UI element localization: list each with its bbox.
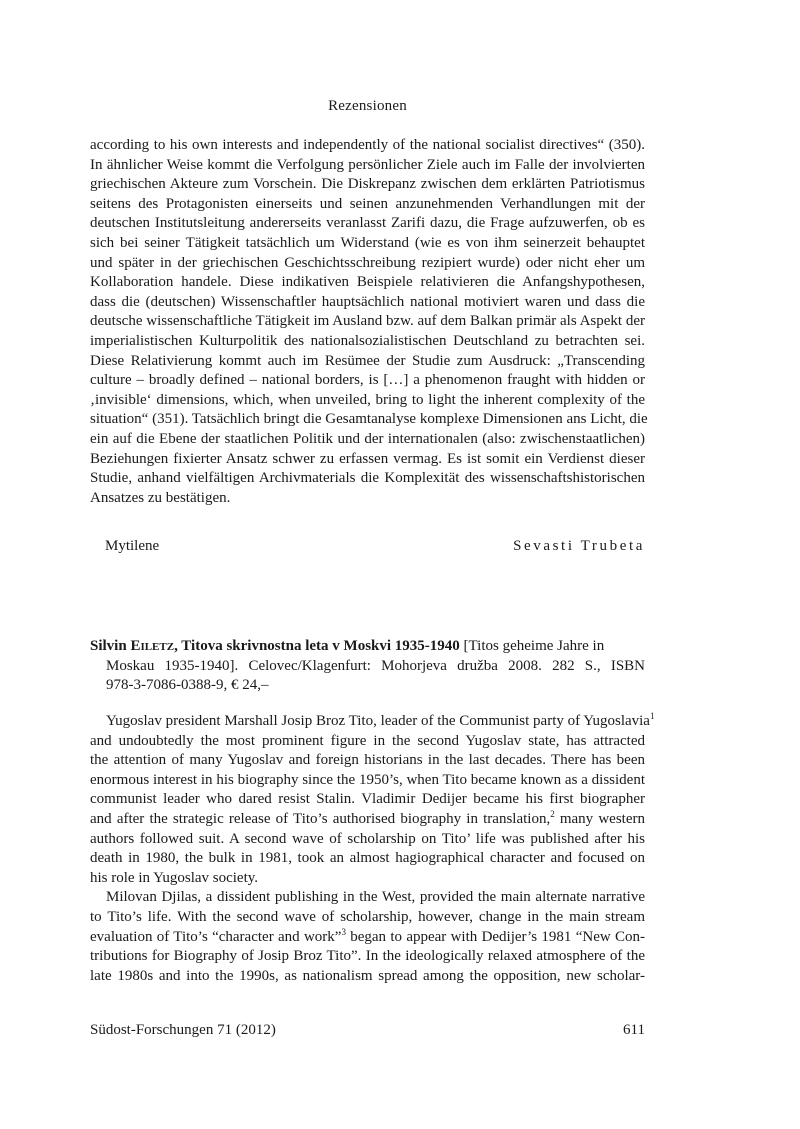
review-bibliographic-heading bbox=[90, 637, 645, 696]
page-number: 611 bbox=[623, 1022, 645, 1038]
book-title-translation: [Titos geheime Jahre in bbox=[459, 638, 605, 654]
text-line: the attention of many Yugoslav and foreign historians in the last decades. There has been bbox=[90, 752, 645, 769]
book-title: , Titova skrivnostna leta v Moskvi 1935-1940 bbox=[174, 638, 460, 654]
text-line: und später in der griechischen Geschichtsschreibung rezipiert wurde) oder nicht eher um bbox=[90, 254, 645, 271]
text-line: Milovan Djilas, a dissident publishing in the West, provided the main alternate narrative bbox=[106, 889, 645, 906]
review-body-text bbox=[90, 711, 655, 986]
text-line: enormous interest in his biography since the 1950’s, when Tito became known as a dissident bbox=[90, 771, 645, 788]
text-span: and after the strategic release of Tito’s authorised biography in translation, bbox=[90, 810, 551, 827]
text-span: evaluation of Tito’s “character and work” bbox=[90, 928, 342, 945]
text-line bbox=[90, 711, 655, 732]
heading-line-3: 978-3-7086-0388-9, € 24,– bbox=[106, 677, 269, 694]
footnote-ref: 1 bbox=[649, 711, 655, 721]
text-line: tributions for Biography of Josip Broz Tito”. In the ideologically relaxed atmosphere of the bbox=[90, 948, 645, 965]
text-line: his role in Yugoslav society. bbox=[90, 869, 259, 886]
running-head: Rezensionen bbox=[328, 98, 407, 114]
footnote-ref: 2 bbox=[550, 808, 555, 819]
text-line: Diese Relativierung kommt auch im Resümee der Studie zum Ausdruck: „Transcending bbox=[90, 352, 645, 369]
text-line: seitens des Protagonisten einerseits und seinen anzunehmenden Verhandlungen mit der bbox=[90, 195, 645, 212]
text-line: late 1980s and into the 1990s, as nationalism spread among the opposition, new scholar- bbox=[90, 967, 645, 984]
text-line: deutschen Institutsleitung andererseits veranlasst Zarifi dazu, die Frage aufzuwerfen, ob es bbox=[90, 215, 645, 232]
text-line: death in 1980, the bulk in 1981, took an almost hagiographical character and focused on bbox=[90, 850, 645, 867]
text-line bbox=[90, 928, 645, 948]
text-line: griechischen Akteure zum Vorschein. Die Diskrepanz zwischen dem erklärten Patriotismus bbox=[90, 176, 645, 193]
text-line: authors followed suit. A second wave of scholarship on Tito’ life was published after his bbox=[90, 830, 645, 847]
text-span: Yugoslav president Marshall Josip Broz Tito, leader of the Communist party of Yugoslavia bbox=[106, 713, 650, 729]
reviewer-name: Sevasti Trubeta bbox=[513, 538, 645, 554]
text-line: Studie, anhand vielfältigen Archivmaterials die Komplexität des wissenschaftshistorischen bbox=[90, 470, 645, 487]
heading-line-2: Moskau 1935-1940]. Celovec/Klagenfurt: Mohorjeva družba 2008. 282 S., ISBN bbox=[106, 657, 645, 674]
text-line: to Tito’s life. With the second wave of scholarship, however, change in the main stream bbox=[90, 908, 645, 925]
journal-page bbox=[90, 0, 655, 1129]
text-line: In ähnlicher Weise kommt die Verfolgung persönlicher Ziele auch im Falle der involvierten bbox=[90, 156, 645, 173]
text-line: communist leader who dared resist Stalin. Vladimir Dedijer became his first biographer bbox=[90, 791, 645, 808]
text-line: Ansatzes zu bestätigen. bbox=[90, 489, 231, 506]
previous-review-text bbox=[90, 136, 648, 508]
text-line: culture – broadly defined – national borders, is […] a phenomenon fraught with hidden or bbox=[90, 372, 645, 389]
footnote-ref: 3 bbox=[341, 926, 346, 937]
journal-citation: Südost-Forschungen 71 (2012) bbox=[90, 1022, 276, 1038]
text-line: Kollaboration handele. Diese indikativen Beispiele relativieren die Anfangshypothesen, bbox=[90, 274, 645, 291]
book-author-last: Eiletz bbox=[130, 638, 175, 654]
heading-line-1 bbox=[90, 637, 645, 657]
text-span: many western bbox=[554, 810, 645, 827]
text-line: situation“ (351). Tatsächlich bringt die Gesamtanalyse komplexe Dimensionen ans Licht, die bbox=[90, 411, 648, 428]
text-line: deutsche wissenschaftliche Tätigkeit im Ausland bzw. auf dem Balkan primär als Aspekt der bbox=[90, 313, 645, 330]
text-line bbox=[90, 810, 645, 830]
text-span: began to appear with Dedijer’s 1981 “New Con- bbox=[345, 928, 645, 945]
text-line: and undoubtedly the most prominent figure in the second Yugoslav state, has attracted bbox=[90, 732, 645, 749]
text-line: ein auf die Ebene der staatlichen Politik und der internationalen (also: zwischenstaatlichen) bbox=[90, 430, 645, 447]
text-line: sich bei seiner Tätigkeit tatsächlich um Widerstand (wie es von ihm seinerzeit behauptet bbox=[90, 234, 645, 251]
text-line: dass die (deutschen) Wissenschaftler hauptsächlich national motiviert waren und dass die bbox=[90, 293, 645, 310]
text-line: ‚invisible‘ dimensions, which, when unveiled, bring to light the inherent complexity of the bbox=[90, 391, 645, 408]
text-line: according to his own interests and independently of the national socialist directives“ (350). bbox=[90, 137, 645, 153]
book-author-first: Silvin bbox=[90, 638, 127, 654]
text-line: imperialistischen Kulturpolitik des nationalsozialistischen Deutschland zu betrachten sei. bbox=[90, 332, 645, 349]
text-line: Beziehungen fixierter Ansatz schwer zu erfassen vermag. Es ist somit ein Verdienst dieser bbox=[90, 450, 645, 467]
reviewer-place: Mytilene bbox=[105, 538, 160, 554]
